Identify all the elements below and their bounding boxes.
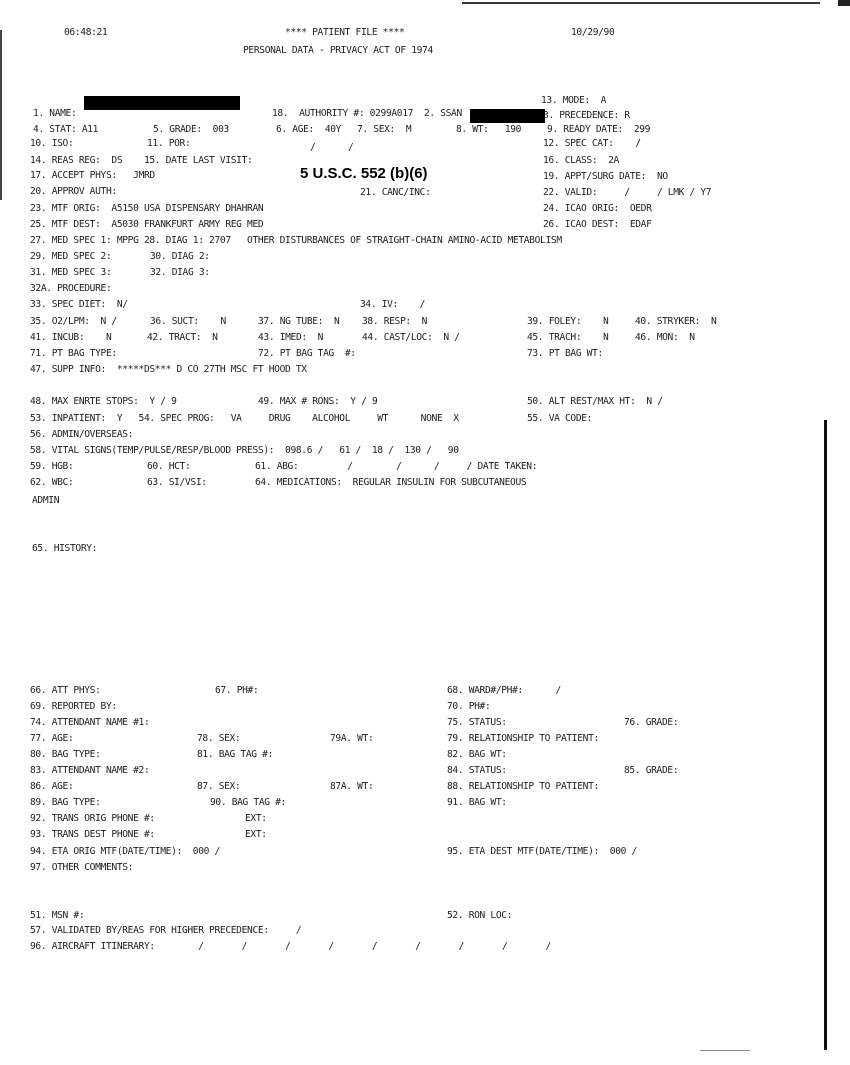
redaction-ssan	[470, 109, 545, 123]
field-41-incub: 41. INCUB: N	[30, 332, 112, 343]
field-92-trans-orig-phone: 92. TRANS ORIG PHONE #:	[30, 813, 155, 824]
field-57-validated-by: 57. VALIDATED BY/REAS FOR HIGHER PRECEDENCE: /	[30, 925, 302, 936]
field-60-hct: 60. HCT:	[147, 461, 191, 472]
field-72-pt-bag-tag: 72. PT BAG TAG #:	[258, 348, 356, 359]
document-title: **** PATIENT FILE ****	[285, 27, 405, 38]
field-97-other-comments: 97. OTHER COMMENTS:	[30, 862, 134, 873]
field-94-eta-orig: 94. ETA ORIG MTF(DATE/TIME): 000 /	[30, 846, 220, 857]
field-42-tract: 42. TRACT: N	[147, 332, 218, 343]
field-26-icao-dest: 26. ICAO DEST: EDAF	[543, 219, 652, 230]
field-5-grade: 5. GRADE: 003	[153, 124, 229, 135]
field-82-bag-wt: 82. BAG WT:	[447, 749, 507, 760]
field-9-ready-date: 9. READY DATE: 299	[547, 124, 651, 135]
print-date: 10/29/90	[571, 27, 615, 38]
print-time: 06:48:21	[64, 27, 108, 38]
field-24-icao-orig: 24. ICAO ORIG: OEDR	[543, 203, 652, 214]
field-38-resp: 38. RESP: N	[362, 316, 428, 327]
field-20-approv-auth: 20. APPROV AUTH:	[30, 186, 117, 197]
field-88-relationship: 88. RELATIONSHIP TO PATIENT:	[447, 781, 599, 792]
scan-edge-right	[824, 420, 827, 1050]
field-1-name: 1. NAME:	[33, 108, 77, 119]
field-89-bag-type: 89. BAG TYPE:	[30, 797, 101, 808]
field-87a-wt: 87A. WT:	[330, 781, 374, 792]
field-90-bag-tag: 90. BAG TAG #:	[210, 797, 286, 808]
field-58-vital-signs: 58. VITAL SIGNS(TEMP/PULSE/RESP/BLOOD PRESS): 098.6 / 61 / 18 / 130 / 90	[30, 445, 459, 456]
field-37-ng-tube: 37. NG TUBE: N	[258, 316, 340, 327]
field-25-mtf-dest: 25. MTF DEST: A5030 FRANKFURT ARMY REG MED	[30, 219, 264, 230]
field-62-wbc: 62. WBC:	[30, 477, 74, 488]
field-69-reported-by: 69. REPORTED BY:	[30, 701, 117, 712]
field-71-pt-bag-type: 71. PT BAG TYPE:	[30, 348, 117, 359]
field-68-ward-ph: 68. WARD#/PH#: /	[447, 685, 561, 696]
field-39-foley: 39. FOLEY: N	[527, 316, 609, 327]
scan-edge-left	[0, 30, 2, 200]
field-22-valid: 22. VALID: / / LMK / Y7	[543, 187, 712, 198]
field-64-medications: 64. MEDICATIONS: REGULAR INSULIN FOR SUBCUTANEOUS	[255, 477, 527, 488]
field-45-trach: 45. TRACH: N	[527, 332, 609, 343]
field-65-history: 65. HISTORY:	[32, 543, 98, 554]
field-8-wt: 8. WT: 190	[456, 124, 522, 135]
field-75-status: 75. STATUS:	[447, 717, 507, 728]
field-17-accept-phys: 17. ACCEPT PHYS: JMRD	[30, 170, 155, 181]
field-23-mtf-orig: 23. MTF ORIG: A5150 USA DISPENSARY DHAHRAN	[30, 203, 264, 214]
field-53-54-inpatient: 53. INPATIENT: Y 54. SPEC PROG: VA DRUG ALCOHOL WT NONE X	[30, 413, 459, 424]
field-79a-wt: 79A. WT:	[330, 733, 374, 744]
field-32a-procedure: 32A. PROCEDURE:	[30, 283, 112, 294]
field-91-bag-wt: 91. BAG WT:	[447, 797, 507, 808]
field-55-va-code: 55. VA CODE:	[527, 413, 593, 424]
field-18-authority: 18. AUTHORITY #: 0299A017 2. SSAN	[272, 108, 462, 119]
field-59-hgb: 59. HGB:	[30, 461, 74, 472]
field-83-attendant-2: 83. ATTENDANT NAME #2:	[30, 765, 150, 776]
field-11-por: 11. POR:	[147, 138, 191, 149]
field-93-ext: EXT:	[245, 829, 267, 840]
field-51-msn: 51. MSN #:	[30, 910, 85, 921]
field-34-iv: 34. IV: /	[360, 299, 426, 310]
document-subtitle: PERSONAL DATA - PRIVACY ACT OF 1974	[243, 45, 433, 56]
foia-exemption-stamp: 5 U.S.C. 552 (b)(6)	[300, 165, 428, 182]
field-77-age: 77. AGE:	[30, 733, 74, 744]
field-66-att-phys: 66. ATT PHYS:	[30, 685, 101, 696]
field-30-diag-2: 30. DIAG 2:	[150, 251, 210, 262]
field-7-sex: 7. SEX: M	[357, 124, 412, 135]
field-87-sex: 87. SEX:	[197, 781, 241, 792]
field-14-15: 14. REAS REG: DS 15. DATE LAST VISIT:	[30, 155, 253, 166]
field-4-stat: 4. STAT: A11	[33, 124, 99, 135]
field-21-canc-inc: 21. CANC/INC:	[360, 187, 431, 198]
field-74-attendant-1: 74. ATTENDANT NAME #1:	[30, 717, 150, 728]
scan-speck	[700, 1050, 750, 1051]
redaction-name	[84, 96, 240, 110]
field-3-precedence: 3. PRECEDENCE: R	[543, 110, 630, 121]
scan-edge-corner	[838, 0, 850, 6]
field-93-trans-dest-phone: 93. TRANS DEST PHONE #:	[30, 829, 155, 840]
field-48-max-enrte-stops: 48. MAX ENRTE STOPS: Y / 9	[30, 396, 177, 407]
field-56-admin-overseas: 56. ADMIN/OVERSEAS:	[30, 429, 134, 440]
field-80-bag-type: 80. BAG TYPE:	[30, 749, 101, 760]
field-64-medications-cont: ADMIN	[32, 495, 60, 506]
field-76-grade: 76. GRADE:	[624, 717, 679, 728]
field-50-alt-rest: 50. ALT REST/MAX HT: N /	[527, 396, 663, 407]
field-81-bag-tag: 81. BAG TAG #:	[197, 749, 273, 760]
field-29-med-spec-2: 29. MED SPEC 2:	[30, 251, 112, 262]
field-11-por-value: / /	[310, 142, 354, 153]
field-32-diag-3: 32. DIAG 3:	[150, 267, 210, 278]
field-36-suct: 36. SUCT: N	[150, 316, 226, 327]
field-95-eta-dest: 95. ETA DEST MTF(DATE/TIME): 000 /	[447, 846, 637, 857]
field-67-ph: 67. PH#:	[215, 685, 259, 696]
field-47-supp-info: 47. SUPP INFO: *****DS*** D CO 27TH MSC FT HOOD TX	[30, 364, 307, 375]
field-73-pt-bag-wt: 73. PT BAG WT:	[527, 348, 603, 359]
field-12-spec-cat: 12. SPEC CAT: /	[543, 138, 641, 149]
field-78-sex: 78. SEX:	[197, 733, 241, 744]
field-19-appt-surg-date: 19. APPT/SURG DATE: NO	[543, 171, 668, 182]
field-16-class: 16. CLASS: 2A	[543, 155, 619, 166]
field-27-28-diag: 27. MED SPEC 1: MPPG 28. DIAG 1: 2707 OTHER DISTURBANCES OF STRAIGHT-CHAIN AMINO-ACID METABOLISM	[30, 235, 562, 246]
field-44-cast-loc: 44. CAST/LOC: N /	[362, 332, 460, 343]
field-35-o2-lpm: 35. O2/LPM: N /	[30, 316, 117, 327]
field-79-relationship: 79. RELATIONSHIP TO PATIENT:	[447, 733, 599, 744]
field-86-age: 86. AGE:	[30, 781, 74, 792]
field-61-abg: 61. ABG: / / / / DATE TAKEN:	[255, 461, 538, 472]
field-92-ext: EXT:	[245, 813, 267, 824]
field-43-imed: 43. IMED: N	[258, 332, 324, 343]
field-13-mode: 13. MODE: A	[541, 95, 607, 106]
scan-edge-top	[462, 2, 820, 4]
field-63-si-vsi: 63. SI/VSI:	[147, 477, 207, 488]
field-31-med-spec-3: 31. MED SPEC 3:	[30, 267, 112, 278]
field-33-spec-diet: 33. SPEC DIET: N/	[30, 299, 128, 310]
field-46-mon: 46. MON: N	[635, 332, 695, 343]
field-49-max-rons: 49. MAX # RONS: Y / 9	[258, 396, 378, 407]
field-96-aircraft-itinerary: 96. AIRCRAFT ITINERARY: / / / / / / / / /	[30, 941, 551, 952]
field-10-iso: 10. ISO:	[30, 138, 74, 149]
field-52-ron-loc: 52. RON LOC:	[447, 910, 513, 921]
field-85-grade: 85. GRADE:	[624, 765, 679, 776]
field-6-age: 6. AGE: 40Y	[276, 124, 342, 135]
field-40-stryker: 40. STRYKER: N	[635, 316, 717, 327]
field-70-ph: 70. PH#:	[447, 701, 491, 712]
field-84-status: 84. STATUS:	[447, 765, 507, 776]
